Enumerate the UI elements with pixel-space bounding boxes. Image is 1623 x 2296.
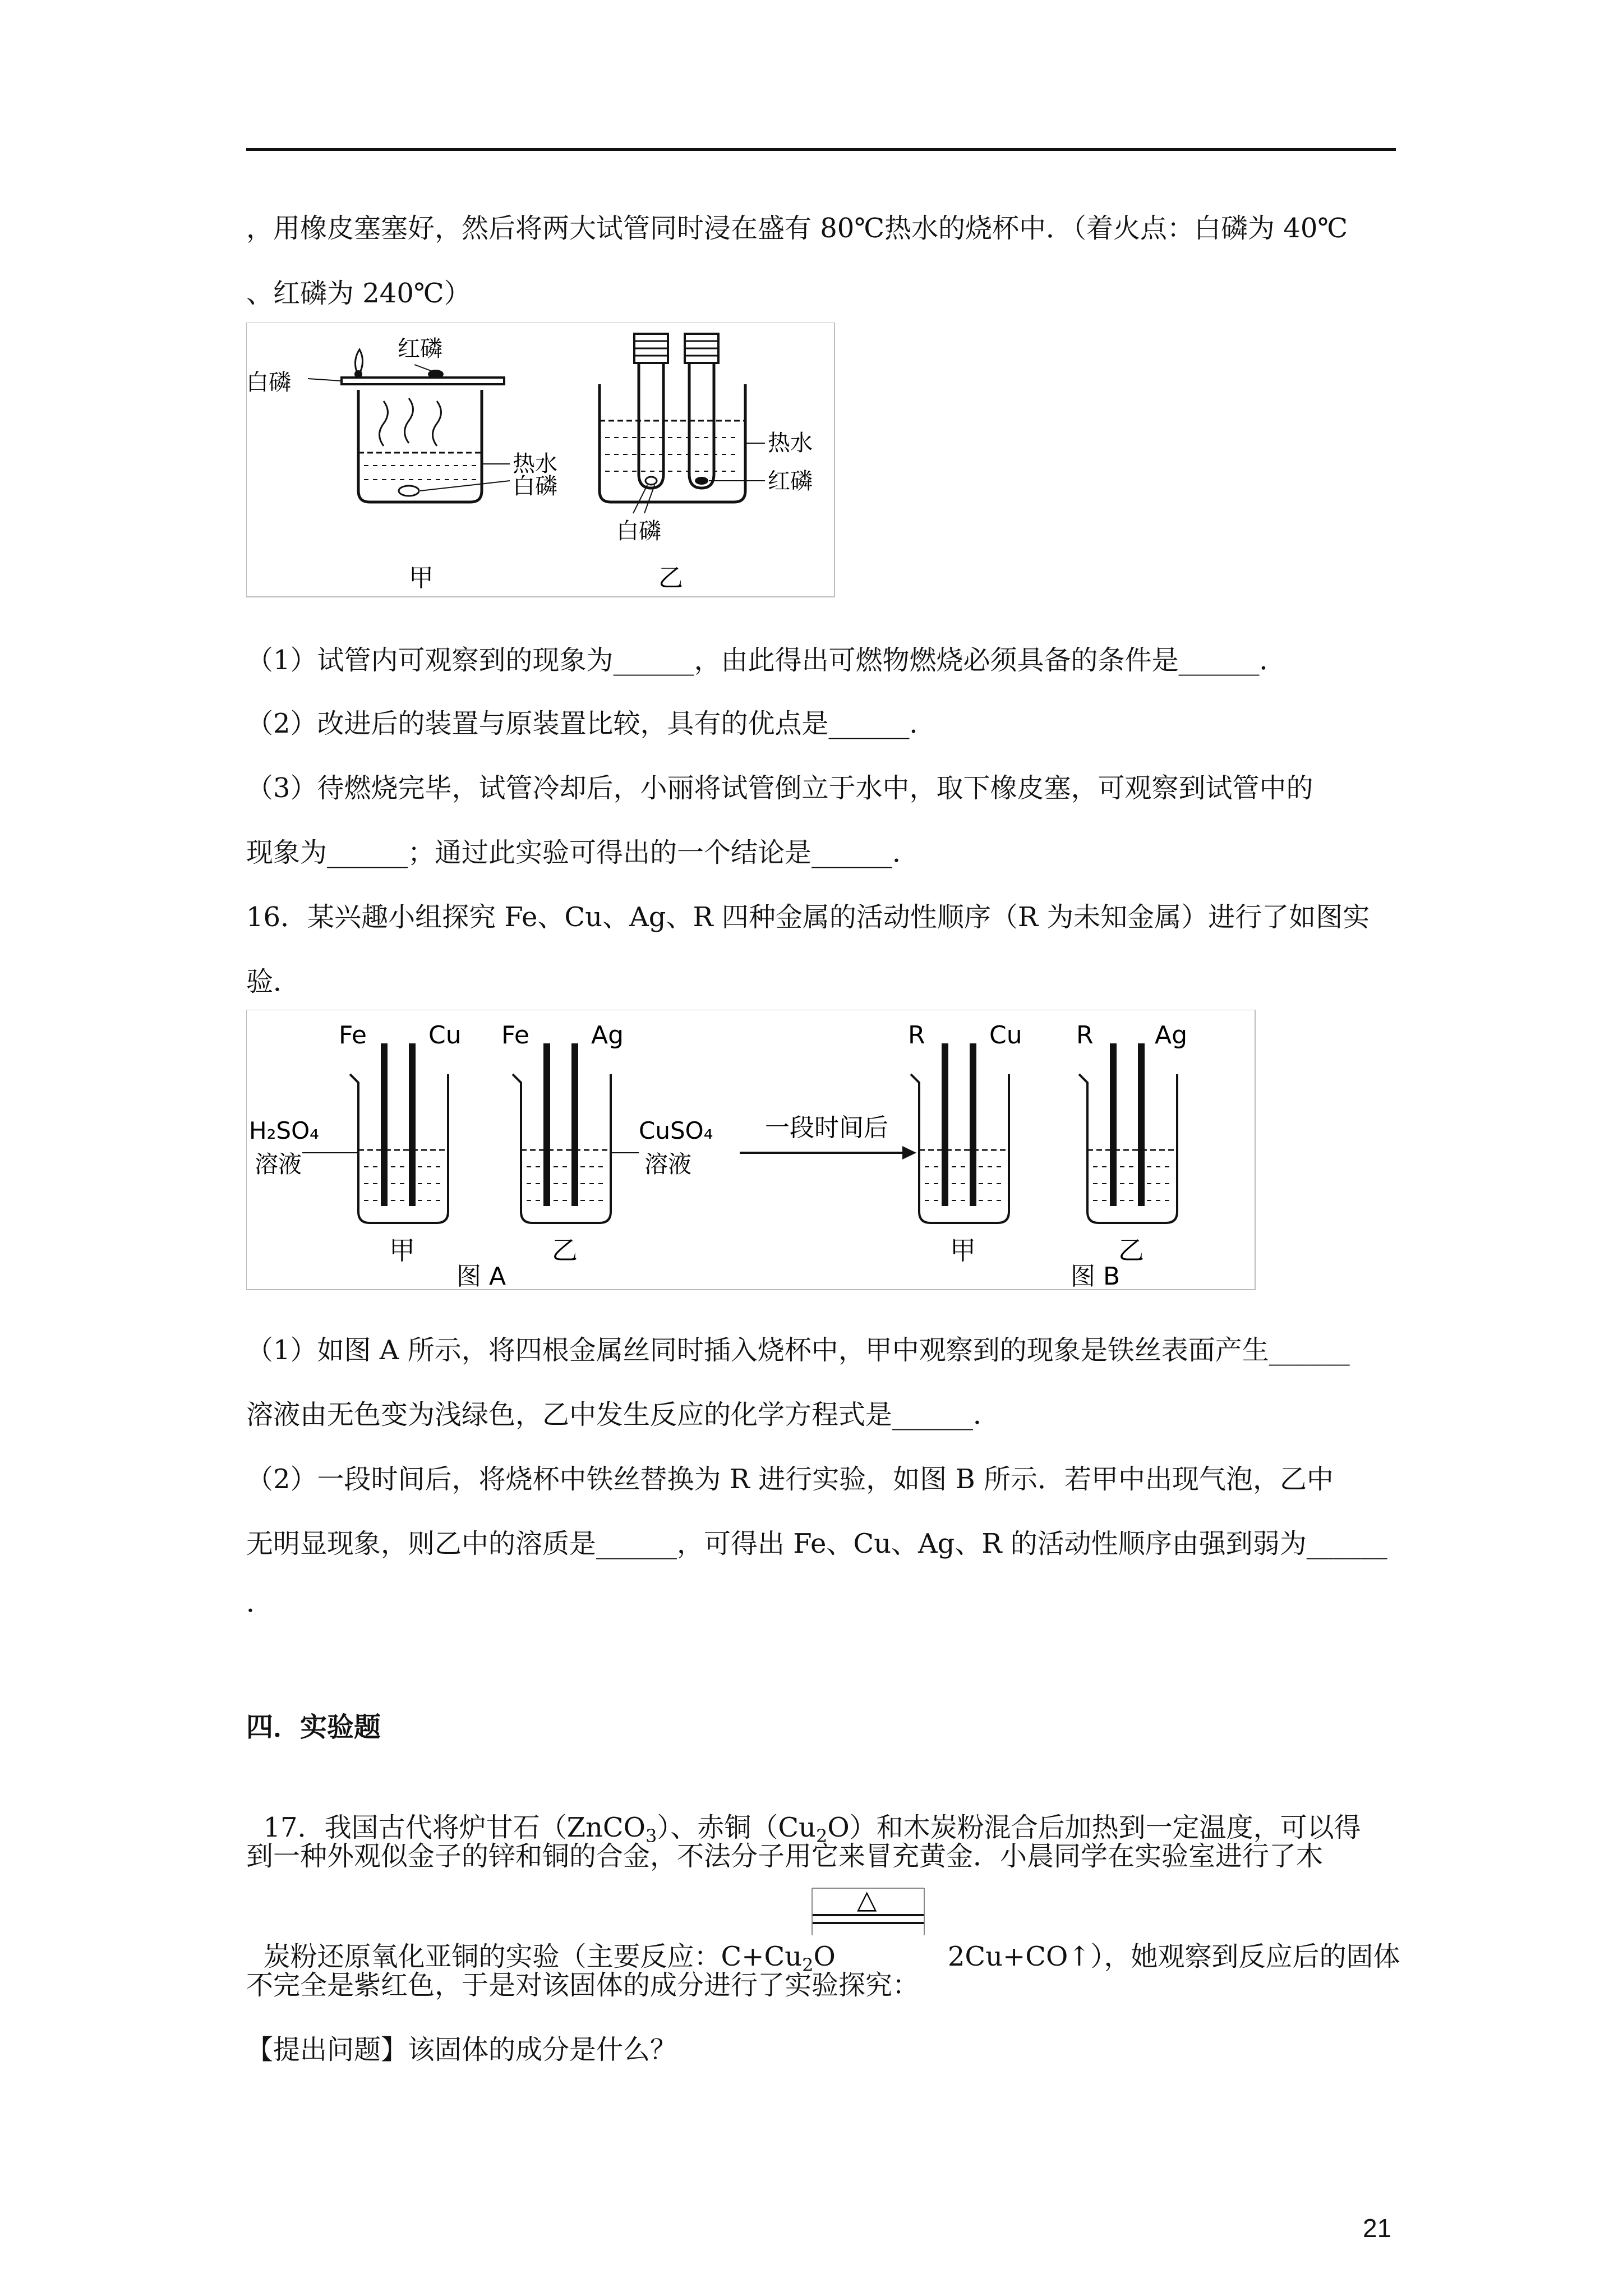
label-figure-b: 图 B <box>1071 1262 1121 1290</box>
label-white-phosphorus: 白磷 <box>616 518 661 544</box>
figure-metal-activity <box>246 1010 1256 1290</box>
label-r: R <box>908 1021 925 1050</box>
text-line: 溶液由无色变为浅绿色，乙中发生反应的化学方程式是______． <box>246 1399 1000 1430</box>
label-fe: Fe <box>501 1021 529 1050</box>
text-line: （3）待燃烧完毕，试管冷却后，小丽将试管倒立于水中，取下橡皮塞，可观察到试管中的 <box>246 772 1313 804</box>
text-segment: O）和木炭粉混合后加热到一定温度，可以得 <box>827 1812 1361 1843</box>
text-line: 到一种外观似金子的锌和铜的合金，不法分子用它来冒充黄金．小晨同学在实验室进行了木 <box>246 1841 1324 1872</box>
label-red-phosphorus: 红磷 <box>398 336 442 362</box>
arrow-label: 一段时间后 <box>765 1114 888 1142</box>
label-ag: Ag <box>591 1021 624 1050</box>
text-line: 现象为______；通过此实验可得出的一个结论是______． <box>246 837 920 868</box>
text-line: （1）试管内可观察到的现象为______，由此得出可燃物燃烧必须具备的条件是______． <box>246 645 1287 676</box>
text-segment: 炭粉还原氧化亚铜的实验（主要反应：C+Cu <box>263 1941 803 1972</box>
label-yi: 乙 <box>1118 1235 1144 1266</box>
page-number: 21 <box>1363 2214 1392 2243</box>
text-line: （2）一段时间后，将烧杯中铁丝替换为 R 进行实验，如图 B 所示．若甲中出现气泡，乙中 <box>246 1464 1334 1495</box>
text-line: 【提出问题】该固体的成分是什么？ <box>246 2034 677 2065</box>
header-rule <box>246 148 1396 151</box>
label-jia: 甲 <box>950 1235 976 1266</box>
text-line: 、红磷为 240℃） <box>246 278 471 309</box>
text-line: 16．某兴趣小组探究 Fe、Cu、Ag、R 四种金属的活动性顺序（R 为未知金属）进行了如图实 <box>246 901 1370 933</box>
label-r: R <box>1076 1021 1094 1050</box>
label-figure-a: 图 A <box>457 1262 506 1290</box>
text-segment: 17．我国古代将炉甘石（ZnCO <box>263 1812 645 1843</box>
label-yi: 乙 <box>658 564 683 592</box>
text-line: 验． <box>246 966 301 997</box>
subscript: 2 <box>815 1825 828 1847</box>
text-segment: 2Cu+CO↑），她观察到反应后的固体 <box>947 1941 1400 1972</box>
label-red-phosphorus: 红磷 <box>768 468 813 494</box>
label-ag: Ag <box>1155 1021 1188 1050</box>
label-white-phosphorus: 白磷 <box>246 370 291 395</box>
label-white-phosphorus: 白磷 <box>513 473 557 499</box>
figure-combustion-apparatus <box>246 323 835 597</box>
equation-heat-sign <box>808 1886 929 1936</box>
subscript: 2 <box>802 1954 814 1976</box>
label-hot-water: 热水 <box>513 451 557 477</box>
label-hot-water: 热水 <box>768 430 813 456</box>
text-line: ． <box>246 1587 274 1618</box>
label-solution: 溶液 <box>644 1151 692 1178</box>
text-line: （1）如图 A 所示，将四根金属丝同时插入烧杯中，甲中观察到的现象是铁丝表面产生______ <box>246 1335 1350 1366</box>
label-cuso4: CuSO₄ <box>639 1117 713 1144</box>
label-yi: 乙 <box>552 1235 578 1266</box>
text-segment: ）、赤铜（Cu <box>657 1812 816 1843</box>
subscript: 3 <box>645 1825 657 1847</box>
label-solution: 溶液 <box>255 1151 302 1178</box>
heat-symbol: △ <box>857 1886 877 1915</box>
label-cu: Cu <box>428 1021 462 1050</box>
text-line: 无明显现象，则乙中的溶质是______，可得出 Fe、Cu、Ag、R 的活动性顺序由强到弱为______ <box>246 1528 1387 1559</box>
text-line: ，用橡皮塞塞好，然后将两大试管同时浸在盛有 80℃热水的烧杯中．（着火点：白磷为 40℃ <box>246 213 1348 244</box>
section-heading: 四．实验题 <box>246 1711 381 1743</box>
label-fe: Fe <box>339 1021 367 1050</box>
label-jia: 甲 <box>389 1235 415 1266</box>
text-segment: O <box>813 1941 836 1972</box>
text-line: 不完全是紫红色，于是对该固体的成分进行了实验探究： <box>246 1970 920 2001</box>
label-jia: 甲 <box>409 564 434 592</box>
text-line: （2）改进后的装置与原装置比较，具有的优点是______． <box>246 708 937 739</box>
label-cu: Cu <box>989 1021 1022 1050</box>
label-h2so4: H₂SO₄ <box>249 1117 319 1144</box>
